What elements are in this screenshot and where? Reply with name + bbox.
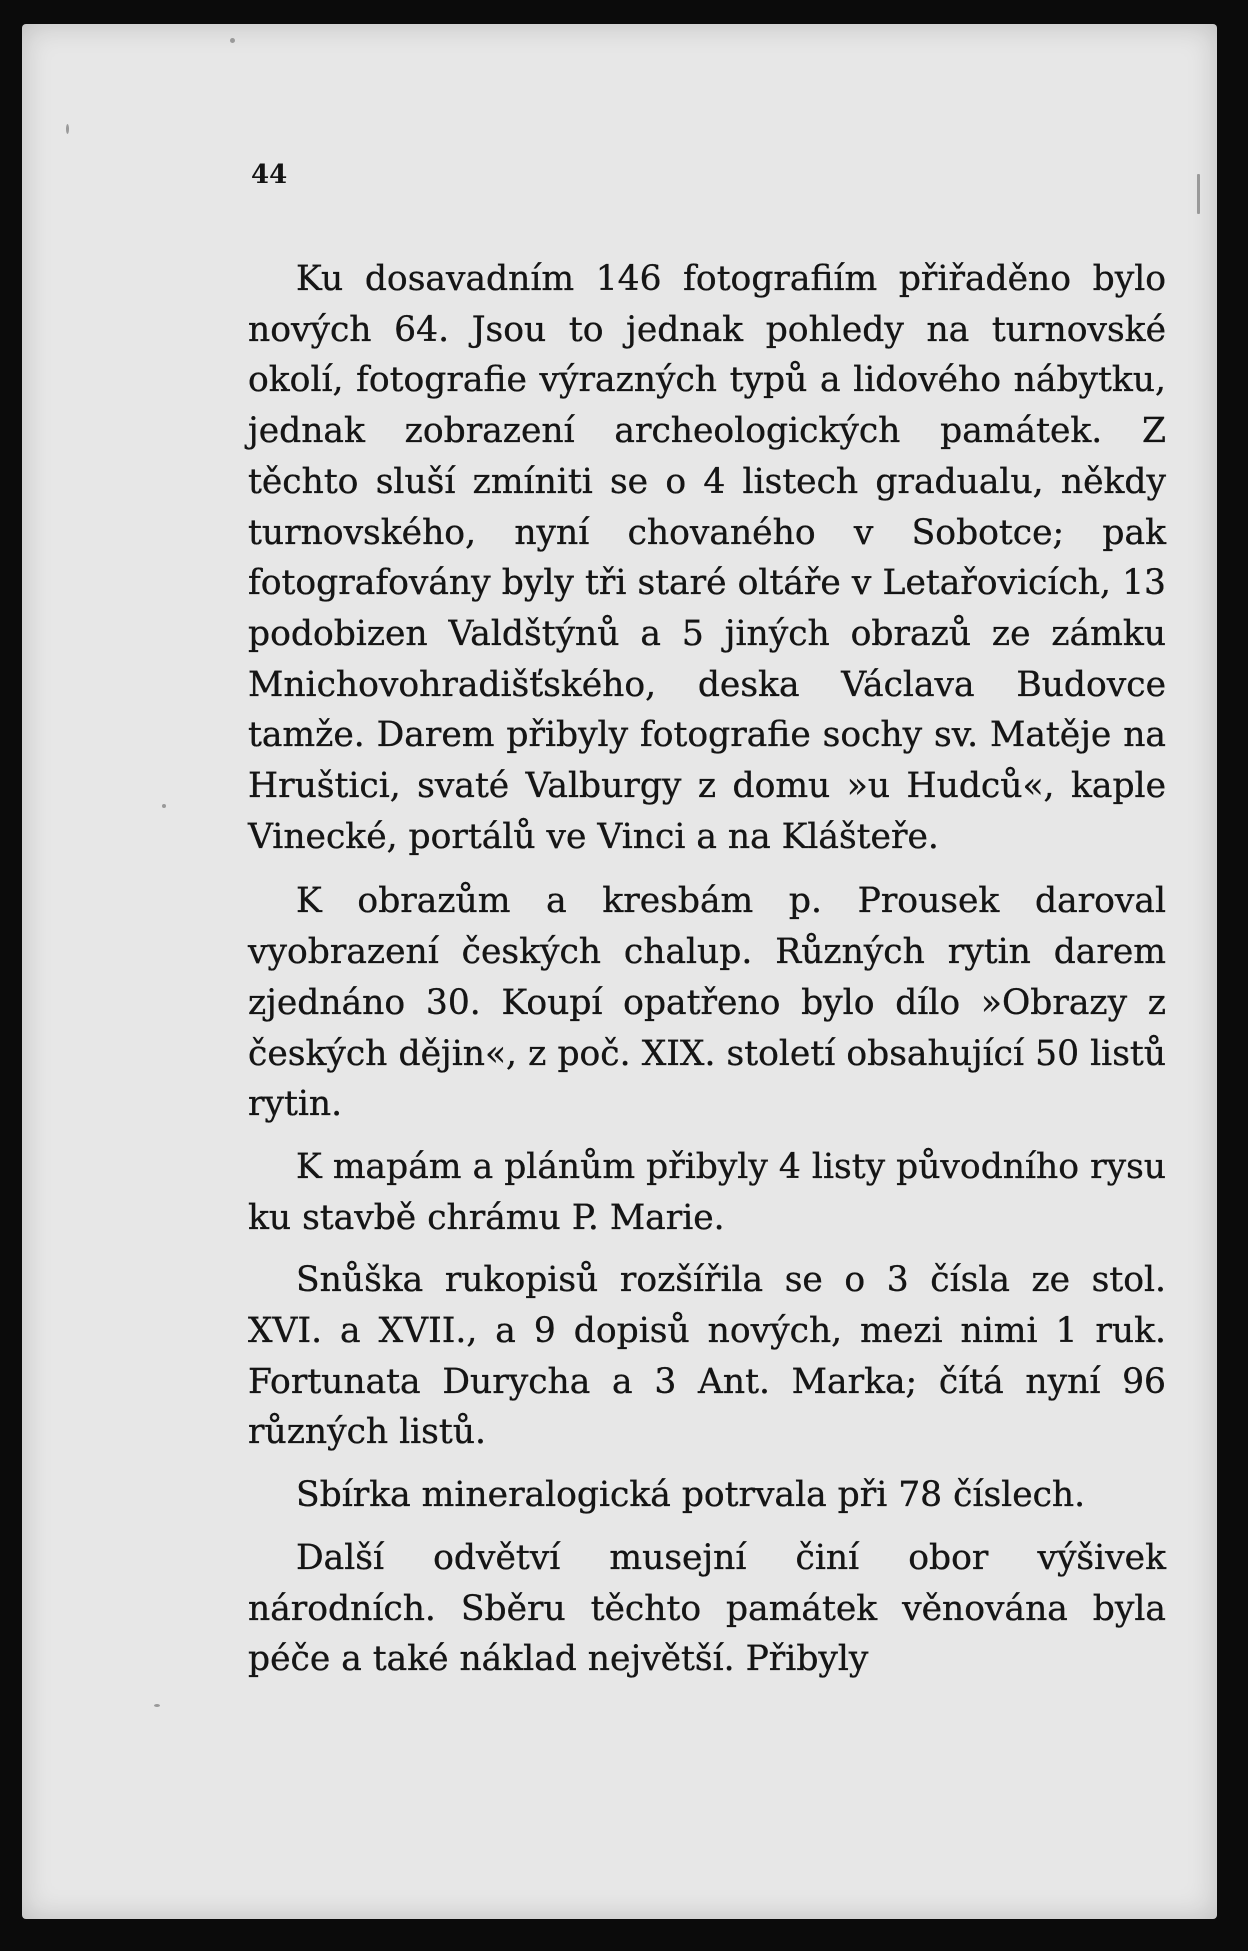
page-number: 44 bbox=[251, 160, 288, 190]
paper-speck bbox=[154, 1704, 160, 1707]
paragraph-maps-plans: K mapám a plánům přibyly 4 listy původního rysu ku stavbě chrámu P. Marie. bbox=[248, 1146, 1166, 1238]
paragraph-mineralogy: Sbírka mineralogická potrvala při 78 číslech. bbox=[296, 1475, 1086, 1516]
book-page bbox=[22, 24, 1217, 1919]
paragraph-embroidery: Další odvětví musejní činí obor výšivek národních. Sběru těchto památek věnována byla péče a také náklad největší. Přibyly bbox=[248, 1537, 1166, 1680]
paper-speck bbox=[66, 124, 69, 134]
body-text bbox=[248, 254, 1166, 1697]
paragraph-pictures-drawings: K obrazům a kresbám p. Prousek daroval vyobrazení českých chalup. Různých rytin darem zjednáno 30. Koupí opatřeno bylo dílo »Obrazy z českých dějin«, z poč. XIX. století obsahující 50 listů rytin. bbox=[248, 881, 1166, 1125]
paper-speck bbox=[230, 38, 235, 43]
paragraph-manuscripts: Snůška rukopisů rozšířila se o 3 čísla ze stol. XVI. a XVII., a 9 dopisů nových, mezi nimi 1 ruk. Fortunata Durycha a 3 Ant. Marka; čítá nyní 96 různých listů. bbox=[248, 1260, 1166, 1453]
paper-speck bbox=[162, 804, 166, 808]
paper-speck bbox=[1197, 174, 1200, 214]
paragraph-photographs: Ku dosavadním 146 fotografiím přiřaděno bylo nových 64. Jsou to jednak pohledy na turnovské okolí, fotografie výrazných typů a lidového nábytku, jednak zobrazení archeologických památek. Z těchto sluší zmíniti se o 4 listech gradualu, někdy turnovského, nyní chovaného v Sobotce; pak fotografovány byly tři staré oltáře v Letařovicích, 13 podobizen Valdštýnů a 5 jiných obrazů ze zámku Mnichovohradišťského, deska Václava Budovce tamže. Darem přibyly fotografie sochy sv. Matěje na Hruštici, svaté Valburgy z domu »u Hudců«, kaple Vinecké, portálů ve Vinci a na Klášteře. bbox=[248, 259, 1166, 857]
